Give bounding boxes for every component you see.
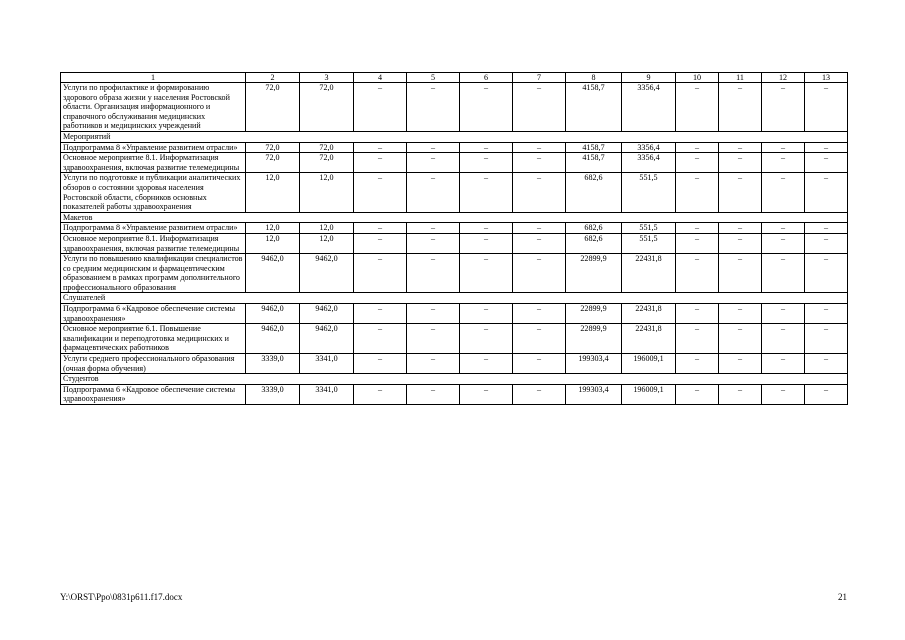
row-label-cell: Подпрограмма 8 «Управление развитием отрасли» bbox=[61, 223, 246, 234]
column-header: 4 bbox=[354, 73, 407, 83]
value-cell: – bbox=[513, 254, 566, 293]
row-label-cell: Основное мероприятие 6.1. Повышение квалификации и переподготовка медицинских и фармацевтических работников bbox=[61, 324, 246, 354]
row-label-cell: Услуги по профилактике и формированию здорового образа жизни у населения Ростовской области. Организация информационного и справочного обслуживания медицинских работников и медицинских учреждений bbox=[61, 83, 246, 132]
value-cell: – bbox=[513, 223, 566, 234]
value-cell: – bbox=[719, 173, 762, 212]
column-header: 1 bbox=[61, 73, 246, 83]
value-cell: – bbox=[719, 223, 762, 234]
value-cell: – bbox=[676, 304, 719, 324]
footer-page-number: 21 bbox=[838, 592, 847, 602]
column-header: 11 bbox=[719, 73, 762, 83]
value-cell: – bbox=[719, 153, 762, 173]
value-cell: 9462,0 bbox=[300, 324, 354, 354]
value-cell: 22431,8 bbox=[622, 324, 676, 354]
value-cell: – bbox=[407, 142, 460, 153]
value-cell: 3341,0 bbox=[300, 354, 354, 374]
value-cell: – bbox=[513, 233, 566, 253]
value-cell: – bbox=[762, 233, 805, 253]
value-cell: – bbox=[407, 324, 460, 354]
value-cell: – bbox=[762, 354, 805, 374]
value-cell: – bbox=[676, 233, 719, 253]
value-cell: – bbox=[719, 304, 762, 324]
value-cell: – bbox=[460, 324, 513, 354]
budget-table bbox=[60, 72, 848, 405]
value-cell: – bbox=[354, 233, 407, 253]
value-cell: – bbox=[719, 83, 762, 132]
value-cell: 3356,4 bbox=[622, 83, 676, 132]
value-cell: – bbox=[719, 324, 762, 354]
table-row bbox=[61, 83, 848, 132]
value-cell: 4158,7 bbox=[566, 83, 622, 132]
value-cell: 196009,1 bbox=[622, 354, 676, 374]
value-cell: – bbox=[407, 153, 460, 173]
value-cell: 12,0 bbox=[300, 233, 354, 253]
value-cell: – bbox=[676, 83, 719, 132]
value-cell: – bbox=[762, 153, 805, 173]
value-cell: – bbox=[762, 324, 805, 354]
value-cell: 9462,0 bbox=[246, 254, 300, 293]
value-cell: 199303,4 bbox=[566, 354, 622, 374]
value-cell: 9462,0 bbox=[246, 324, 300, 354]
value-cell: – bbox=[354, 324, 407, 354]
value-cell: 551,5 bbox=[622, 173, 676, 212]
column-header: 3 bbox=[300, 73, 354, 83]
value-cell: – bbox=[460, 354, 513, 374]
section-label: Студентов bbox=[61, 374, 848, 385]
row-label-cell: Подпрограмма 6 «Кадровое обеспечение системы здравоохранения» bbox=[61, 304, 246, 324]
value-cell: – bbox=[676, 223, 719, 234]
value-cell: – bbox=[719, 354, 762, 374]
value-cell: – bbox=[676, 173, 719, 212]
value-cell: 3341,0 bbox=[300, 384, 354, 404]
value-cell: 22899,9 bbox=[566, 254, 622, 293]
value-cell: – bbox=[407, 223, 460, 234]
value-cell: – bbox=[407, 304, 460, 324]
value-cell: – bbox=[513, 304, 566, 324]
value-cell: – bbox=[805, 233, 848, 253]
table-section-row bbox=[61, 293, 848, 304]
table-row bbox=[61, 324, 848, 354]
value-cell: – bbox=[805, 324, 848, 354]
value-cell: 12,0 bbox=[300, 223, 354, 234]
section-label: Мероприятий bbox=[61, 131, 848, 142]
value-cell: – bbox=[513, 142, 566, 153]
table-section-row bbox=[61, 131, 848, 142]
value-cell: – bbox=[354, 254, 407, 293]
value-cell: – bbox=[460, 173, 513, 212]
value-cell: – bbox=[513, 153, 566, 173]
table-section-row bbox=[61, 212, 848, 223]
value-cell: – bbox=[762, 254, 805, 293]
value-cell: – bbox=[805, 142, 848, 153]
column-header: 6 bbox=[460, 73, 513, 83]
value-cell: – bbox=[407, 354, 460, 374]
value-cell: – bbox=[354, 83, 407, 132]
value-cell: 4158,7 bbox=[566, 142, 622, 153]
value-cell: 3339,0 bbox=[246, 354, 300, 374]
row-label-cell: Услуги по повышению квалификации специалистов со средним медицинским и фармацевтическим образованием в рамках программ дополнительного профессионального образования bbox=[61, 254, 246, 293]
value-cell: – bbox=[805, 304, 848, 324]
value-cell: – bbox=[407, 254, 460, 293]
value-cell: 199303,4 bbox=[566, 384, 622, 404]
value-cell: – bbox=[676, 254, 719, 293]
value-cell: – bbox=[513, 173, 566, 212]
value-cell: – bbox=[805, 254, 848, 293]
value-cell: 72,0 bbox=[246, 83, 300, 132]
row-label-cell: Основное мероприятие 8.1. Информатизация здравоохранения, включая развитие телемедицины bbox=[61, 153, 246, 173]
table-row bbox=[61, 354, 848, 374]
value-cell: – bbox=[676, 153, 719, 173]
column-header: 13 bbox=[805, 73, 848, 83]
table-row bbox=[61, 254, 848, 293]
value-cell: – bbox=[354, 223, 407, 234]
value-cell: – bbox=[805, 384, 848, 404]
value-cell: 551,5 bbox=[622, 233, 676, 253]
table-row bbox=[61, 304, 848, 324]
value-cell: – bbox=[719, 142, 762, 153]
row-label-cell: Подпрограмма 8 «Управление развитием отрасли» bbox=[61, 142, 246, 153]
row-label-cell: Услуги по подготовке и публикации аналитических обзоров о состоянии здоровья населения Ростовской области, сборников основных показателей работы здравоохранения bbox=[61, 173, 246, 212]
value-cell: – bbox=[354, 304, 407, 324]
value-cell: – bbox=[460, 142, 513, 153]
value-cell: 72,0 bbox=[246, 153, 300, 173]
value-cell: – bbox=[676, 142, 719, 153]
value-cell: – bbox=[805, 153, 848, 173]
value-cell: – bbox=[460, 384, 513, 404]
value-cell: 3339,0 bbox=[246, 384, 300, 404]
value-cell: – bbox=[407, 384, 460, 404]
value-cell: – bbox=[407, 173, 460, 212]
table-row bbox=[61, 233, 848, 253]
value-cell: 22899,9 bbox=[566, 324, 622, 354]
value-cell: 72,0 bbox=[300, 83, 354, 132]
value-cell: – bbox=[354, 354, 407, 374]
value-cell: – bbox=[762, 384, 805, 404]
value-cell: 682,6 bbox=[566, 223, 622, 234]
column-header: 12 bbox=[762, 73, 805, 83]
value-cell: – bbox=[513, 384, 566, 404]
value-cell: 4158,7 bbox=[566, 153, 622, 173]
value-cell: 551,5 bbox=[622, 223, 676, 234]
value-cell: – bbox=[762, 83, 805, 132]
row-label-cell: Основное мероприятие 8.1. Информатизация здравоохранения, включая развитие телемедицины bbox=[61, 233, 246, 253]
row-label-cell: Услуги среднего профессионального образования (очная форма обучения) bbox=[61, 354, 246, 374]
value-cell: – bbox=[460, 153, 513, 173]
value-cell: – bbox=[762, 304, 805, 324]
value-cell: – bbox=[805, 173, 848, 212]
value-cell: – bbox=[460, 254, 513, 293]
value-cell: 12,0 bbox=[246, 233, 300, 253]
section-label: Макетов bbox=[61, 212, 848, 223]
value-cell: – bbox=[762, 223, 805, 234]
value-cell: 9462,0 bbox=[300, 254, 354, 293]
table-row bbox=[61, 173, 848, 212]
table-row bbox=[61, 153, 848, 173]
value-cell: – bbox=[513, 324, 566, 354]
table-section-row bbox=[61, 374, 848, 385]
column-header: 7 bbox=[513, 73, 566, 83]
value-cell: 9462,0 bbox=[300, 304, 354, 324]
value-cell: 22431,8 bbox=[622, 254, 676, 293]
row-label-cell: Подпрограмма 6 «Кадровое обеспечение системы здравоохранения» bbox=[61, 384, 246, 404]
value-cell: – bbox=[354, 153, 407, 173]
value-cell: 9462,0 bbox=[246, 304, 300, 324]
value-cell: – bbox=[805, 83, 848, 132]
value-cell: 682,6 bbox=[566, 173, 622, 212]
value-cell: – bbox=[762, 173, 805, 212]
column-header: 5 bbox=[407, 73, 460, 83]
value-cell: – bbox=[407, 233, 460, 253]
value-cell: – bbox=[513, 354, 566, 374]
value-cell: – bbox=[719, 254, 762, 293]
value-cell: – bbox=[805, 223, 848, 234]
value-cell: – bbox=[460, 304, 513, 324]
value-cell: 22899,9 bbox=[566, 304, 622, 324]
column-header: 9 bbox=[622, 73, 676, 83]
value-cell: 682,6 bbox=[566, 233, 622, 253]
value-cell: – bbox=[719, 233, 762, 253]
value-cell: – bbox=[460, 233, 513, 253]
table-row bbox=[61, 384, 848, 404]
table-header-row bbox=[61, 73, 848, 83]
value-cell: – bbox=[354, 142, 407, 153]
value-cell: – bbox=[676, 354, 719, 374]
value-cell: – bbox=[719, 384, 762, 404]
table-row bbox=[61, 142, 848, 153]
value-cell: – bbox=[676, 324, 719, 354]
value-cell: 72,0 bbox=[246, 142, 300, 153]
value-cell: 3356,4 bbox=[622, 142, 676, 153]
table-row bbox=[61, 223, 848, 234]
value-cell: 72,0 bbox=[300, 142, 354, 153]
value-cell: 3356,4 bbox=[622, 153, 676, 173]
column-header: 8 bbox=[566, 73, 622, 83]
value-cell: 12,0 bbox=[246, 223, 300, 234]
value-cell: 196009,1 bbox=[622, 384, 676, 404]
value-cell: – bbox=[805, 354, 848, 374]
value-cell: 12,0 bbox=[300, 173, 354, 212]
value-cell: – bbox=[676, 384, 719, 404]
value-cell: – bbox=[513, 83, 566, 132]
value-cell: – bbox=[407, 83, 460, 132]
column-header: 10 bbox=[676, 73, 719, 83]
column-header: 2 bbox=[246, 73, 300, 83]
value-cell: – bbox=[460, 83, 513, 132]
value-cell: – bbox=[354, 384, 407, 404]
footer-file-path: Y:\ORST\Ppo\0831p611.f17.docx bbox=[60, 592, 183, 602]
value-cell: 12,0 bbox=[246, 173, 300, 212]
value-cell: – bbox=[354, 173, 407, 212]
value-cell: 72,0 bbox=[300, 153, 354, 173]
value-cell: – bbox=[762, 142, 805, 153]
value-cell: – bbox=[460, 223, 513, 234]
section-label: Слушателей bbox=[61, 293, 848, 304]
value-cell: 22431,8 bbox=[622, 304, 676, 324]
